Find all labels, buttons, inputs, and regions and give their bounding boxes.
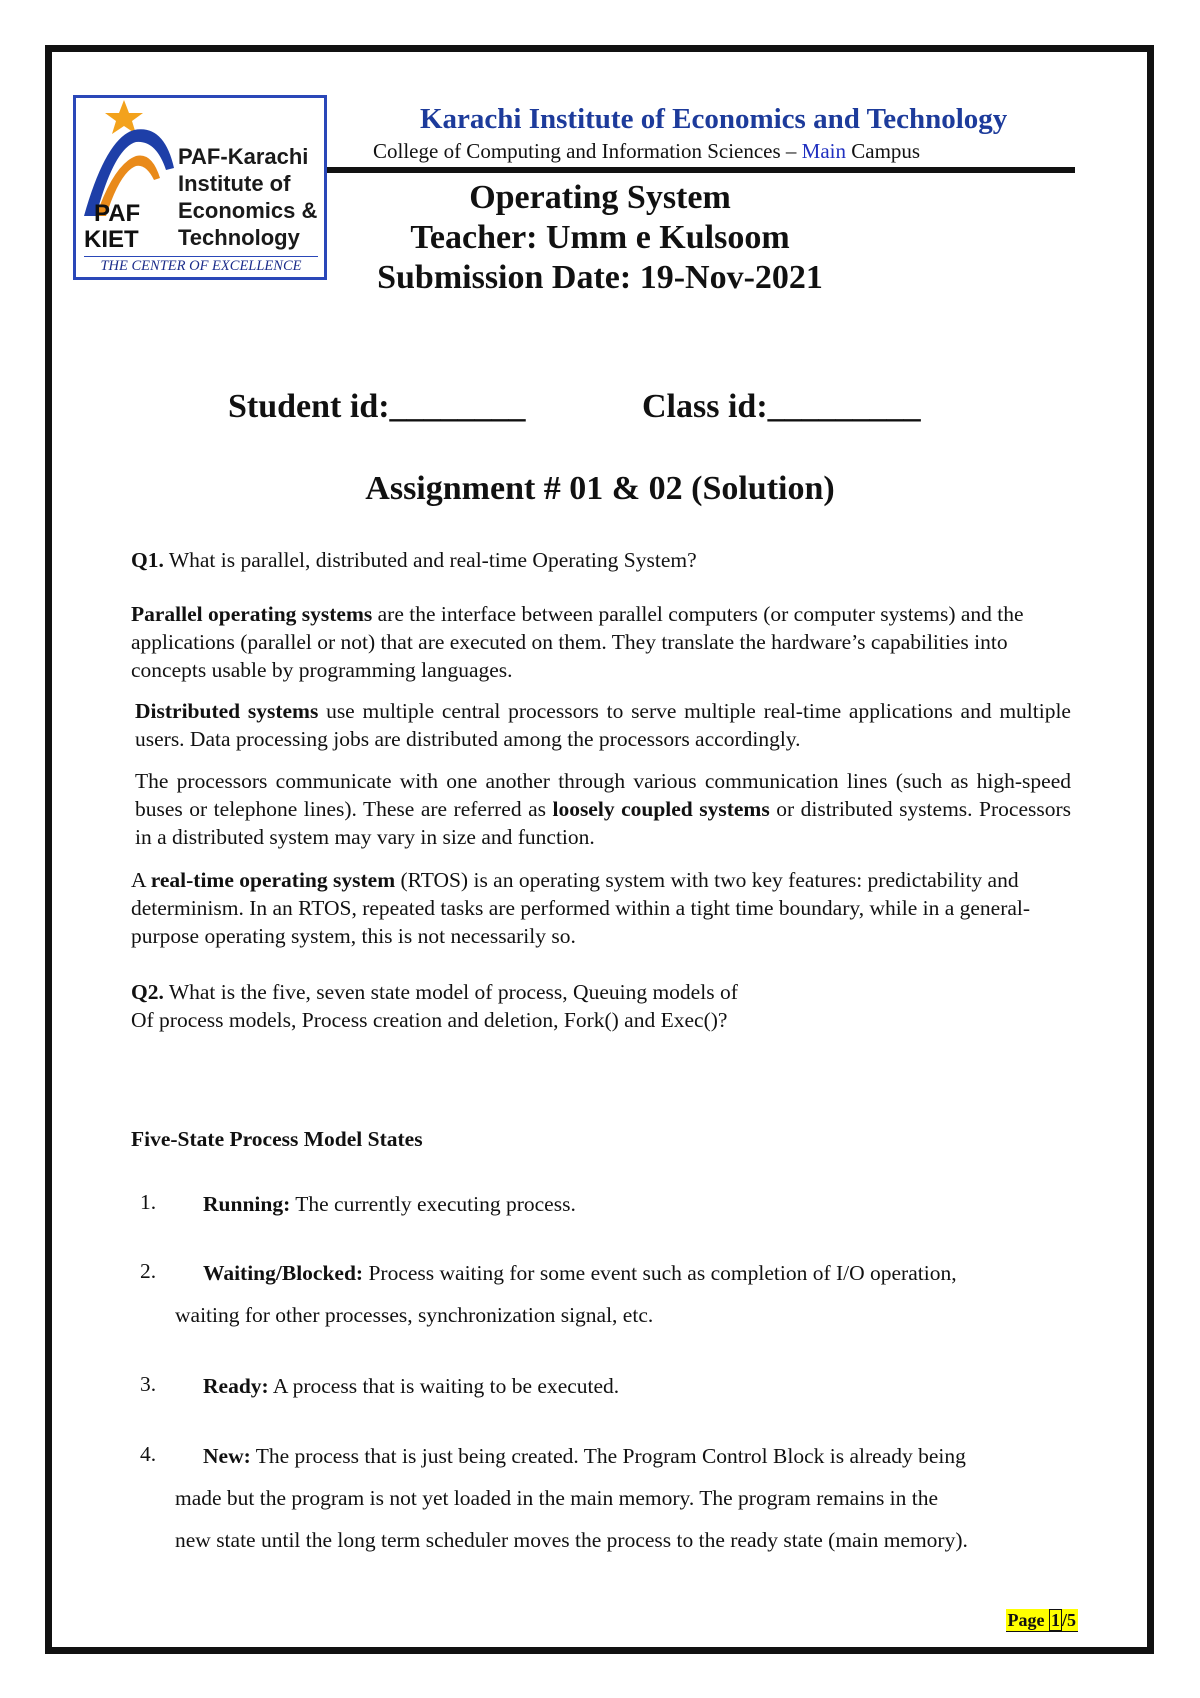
list-item-2-term: Waiting/Blocked:	[203, 1261, 364, 1285]
list-item-1	[203, 1190, 576, 1218]
rtos-term: real-time operating system	[150, 868, 396, 892]
logo-line-2: Institute of	[178, 171, 291, 196]
list-item-3-text: A process that is waiting to be executed.	[268, 1374, 620, 1398]
list-item-4	[203, 1442, 966, 1470]
rtos-prefix: A	[131, 868, 151, 892]
distributed-term: Distributed systems	[135, 699, 319, 723]
parallel-text: are the interface between parallel computers (or computer systems) and the applications (parallel or not) that are executed on them. They translate the hardware’s capabilities into concepts usable by programming languages.	[131, 602, 1024, 682]
header-divider	[327, 167, 1075, 173]
college-main: Main	[801, 139, 846, 163]
five-state-heading-text: Five-State Process Model States	[131, 1127, 423, 1151]
list-item-3	[203, 1372, 619, 1400]
submission-date: Submission Date: 19-Nov-2021	[377, 259, 823, 296]
list-item-2-text: Process waiting for some event such as completion of I/O operation,	[363, 1261, 957, 1285]
parallel-paragraph	[131, 600, 1071, 684]
page-current: 1	[1050, 1610, 1060, 1630]
page-separator: /	[1061, 1610, 1067, 1630]
list-item-2-number: 2.	[140, 1259, 157, 1283]
list-item-4-term: New:	[203, 1444, 251, 1468]
list-item-4-number: 4.	[140, 1442, 157, 1466]
college-suffix: Campus	[846, 139, 921, 163]
q2-label: Q2.	[131, 980, 164, 1004]
processors-paragraph	[135, 767, 1071, 851]
course-block	[0, 178, 1200, 298]
page-label: Page	[1007, 1610, 1049, 1630]
teacher-name: Teacher: Umm e Kulsoom	[410, 219, 790, 256]
list-item-1-number: 1.	[140, 1190, 157, 1214]
college-name	[373, 139, 920, 164]
question-1	[131, 546, 1071, 574]
list-item-4-continued-2: new state until the long term scheduler moves the process to the ready state (main memory).	[175, 1528, 968, 1552]
college-prefix: College of Computing and Information Sciences –	[373, 139, 802, 163]
distributed-text: use multiple central processors to serve multiple real-time applications and multiple users. Data processing jobs are distributed among the processors accordingly.	[135, 699, 1071, 751]
list-item-2-continued: waiting for other processes, synchronization signal, etc.	[175, 1303, 654, 1327]
processors-term: loosely coupled systems	[552, 797, 770, 821]
q1-label: Q1.	[131, 548, 164, 572]
list-item-3-term: Ready:	[203, 1374, 269, 1398]
question-2	[131, 978, 1071, 1034]
list-item-1-term: Running:	[203, 1192, 291, 1216]
student-id-field: Student id:________	[228, 388, 526, 425]
list-item-1-text: The currently executing process.	[290, 1192, 576, 1216]
five-state-heading	[131, 1125, 423, 1153]
distributed-paragraph	[135, 697, 1071, 753]
logo-badge-kiet: KIET	[84, 226, 139, 253]
processors-text-after: or distributed systems. Processors in a distributed system may vary in size and function.	[135, 797, 1071, 849]
rtos-paragraph	[131, 866, 1071, 950]
logo-line-4: Technology	[178, 225, 300, 250]
list-item-4-continued: made but the program is not yet loaded in the main memory. The program remains in the	[175, 1486, 939, 1510]
list-item-4-text: The process that is just being created. The Program Control Block is already being	[250, 1444, 966, 1468]
page-number	[1006, 1609, 1079, 1632]
q2-line-1: What is the five, seven state model of process, Queuing models of	[163, 980, 738, 1004]
assignment-title: Assignment # 01 & 02 (Solution)	[365, 470, 835, 507]
class-id-field: Class id:_________	[642, 388, 921, 425]
processors-text-before: The processors communicate with one another through various communication lines (such as high-speed buses or telephone lines). These are referred as	[135, 769, 1071, 821]
logo-line-3: Economics &	[178, 198, 318, 223]
q2-line-2: Of process models, Process creation and deletion, Fork() and Exec()?	[131, 1008, 728, 1032]
rtos-text: (RTOS) is an operating system with two key features: predictability and determinism. In an RTOS, repeated tasks are performed within a tight time boundary, while in a general-purpose operating system, this is not necessarily so.	[131, 868, 1031, 948]
list-item-2	[203, 1259, 957, 1287]
institute-name: Karachi Institute of Economics and Technology	[420, 103, 1008, 135]
list-item-3-number: 3.	[140, 1372, 157, 1396]
logo-tagline: THE CENTER OF EXCELLENCE	[84, 256, 318, 275]
logo-line-1: PAF-Karachi	[178, 144, 309, 169]
parallel-term: Parallel operating systems	[131, 602, 373, 626]
logo-badge-paf: PAF	[94, 200, 141, 227]
page-total: 5	[1067, 1610, 1076, 1630]
q1-text: What is parallel, distributed and real-time Operating System?	[163, 548, 697, 572]
course-title: Operating System	[469, 179, 731, 216]
